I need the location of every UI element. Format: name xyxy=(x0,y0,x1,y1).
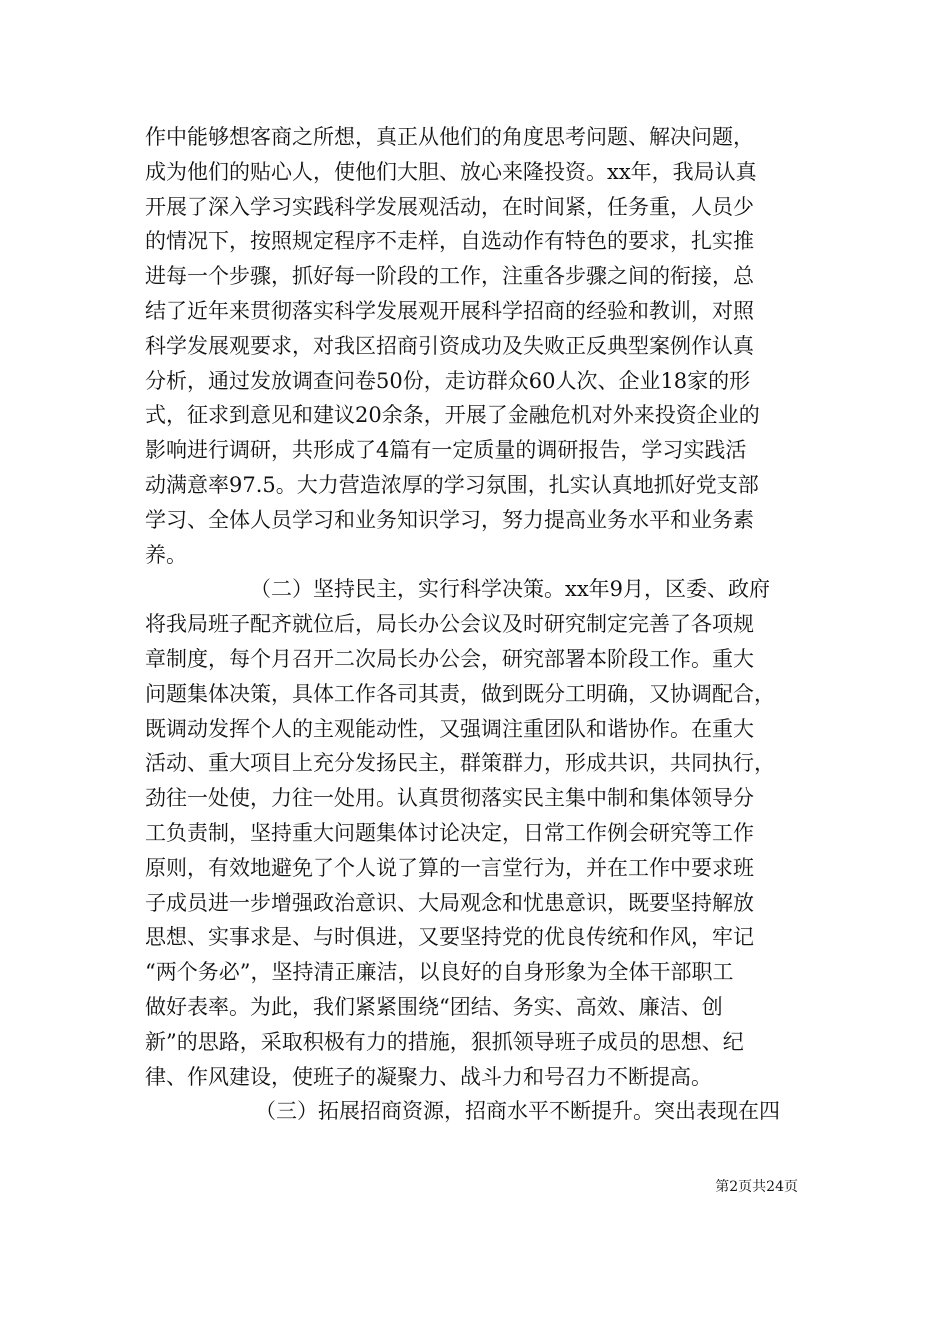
document-body xyxy=(145,120,825,1129)
text-line: 成为他们的贴心人，使他们大胆、放心来隆投资。xx年，我局认真 xyxy=(145,159,757,184)
text-line: 子成员进一步增强政治意识、大局观念和忧患意识，既要坚持解放 xyxy=(145,890,754,915)
page-number: 第2页共24页 xyxy=(715,1179,798,1195)
text-line: 律、作风建设，使班子的凝聚力、战斗力和号召力不断提高。 xyxy=(145,1064,712,1089)
text-line: 原则，有效地避免了个人说了算的一言堂行为，并在工作中要求班 xyxy=(145,855,754,880)
text-line: 学习、全体人员学习和业务知识学习，努力提高业务水平和业务素 xyxy=(145,507,754,532)
section-heading-2: （二）坚持民主，实行科学决策。xx年9月，区委、政府 xyxy=(250,577,771,602)
text-line: 开展了深入学习实践科学发展观活动，在时间紧，任务重，人员少 xyxy=(145,194,754,219)
text-line: 的情况下，按照规定程序不走样，自选动作有特色的要求，扎实推 xyxy=(145,229,754,254)
text-line: 科学发展观要求，对我区招商引资成功及失败正反典型案例作认真 xyxy=(145,333,754,358)
text-line: 进每一个步骤，抓好每一阶段的工作，注重各步骤之间的衔接，总 xyxy=(145,264,754,289)
text-line: 作中能够想客商之所想，真正从他们的角度思考问题、解决问题， xyxy=(145,125,754,149)
text-line: “两个务必”，坚持清正廉洁，以良好的自身形象为全体干部职工 xyxy=(145,960,734,985)
text-line: 工负责制，坚持重大问题集体讨论决定，日常工作例会研究等工作 xyxy=(145,820,754,845)
text-line: 问题集体决策，具体工作各司其责，做到既分工明确，又协调配合， xyxy=(145,681,775,706)
text-line: 既调动发挥个人的主观能动性，又强调注重团队和谐协作。在重大 xyxy=(145,716,754,741)
text-line: 新”的思路，采取积极有力的措施，狠抓领导班子成员的思想、纪 xyxy=(145,1029,744,1054)
text-line: 影响进行调研，共形成了4篇有一定质量的调研报告，学习实践活 xyxy=(145,438,747,463)
text-line: 做好表率。为此，我们紧紧围绕“团结、务实、高效、廉洁、创 xyxy=(145,994,723,1019)
text-line: 劲往一处使，力往一处用。认真贯彻落实民主集中制和集体领导分 xyxy=(145,786,754,811)
text-line: 章制度，每个月召开二次局长办公会，研究部署本阶段工作。重大 xyxy=(145,646,754,671)
text-line: 分析，通过发放调查问卷50份，走访群众60人次、企业18家的形 xyxy=(145,368,751,393)
text-line: 结了近年来贯彻落实科学发展观开展科学招商的经验和教训，对照 xyxy=(145,298,754,323)
text-line: 式，征求到意见和建议20余条，开展了金融危机对外来投资企业的 xyxy=(145,403,760,428)
text-line: 养。 xyxy=(145,542,187,567)
text-line: 动满意率97.5。大力营造浓厚的学习氛围，扎实认真地抓好党支部 xyxy=(145,472,759,497)
section-heading-3: （三）拓展招商资源，招商水平不断提升。突出表现在四 xyxy=(255,1099,780,1124)
text-line: 思想、实事求是、与时俱进，又要坚持党的优良传统和作风，牢记 xyxy=(145,925,754,950)
text-line: 活动、重大项目上充分发扬民主，群策群力，形成共识，共同执行， xyxy=(145,751,775,776)
text-line: 将我局班子配齐就位后，局长办公会议及时研究制定完善了各项规 xyxy=(145,612,754,637)
